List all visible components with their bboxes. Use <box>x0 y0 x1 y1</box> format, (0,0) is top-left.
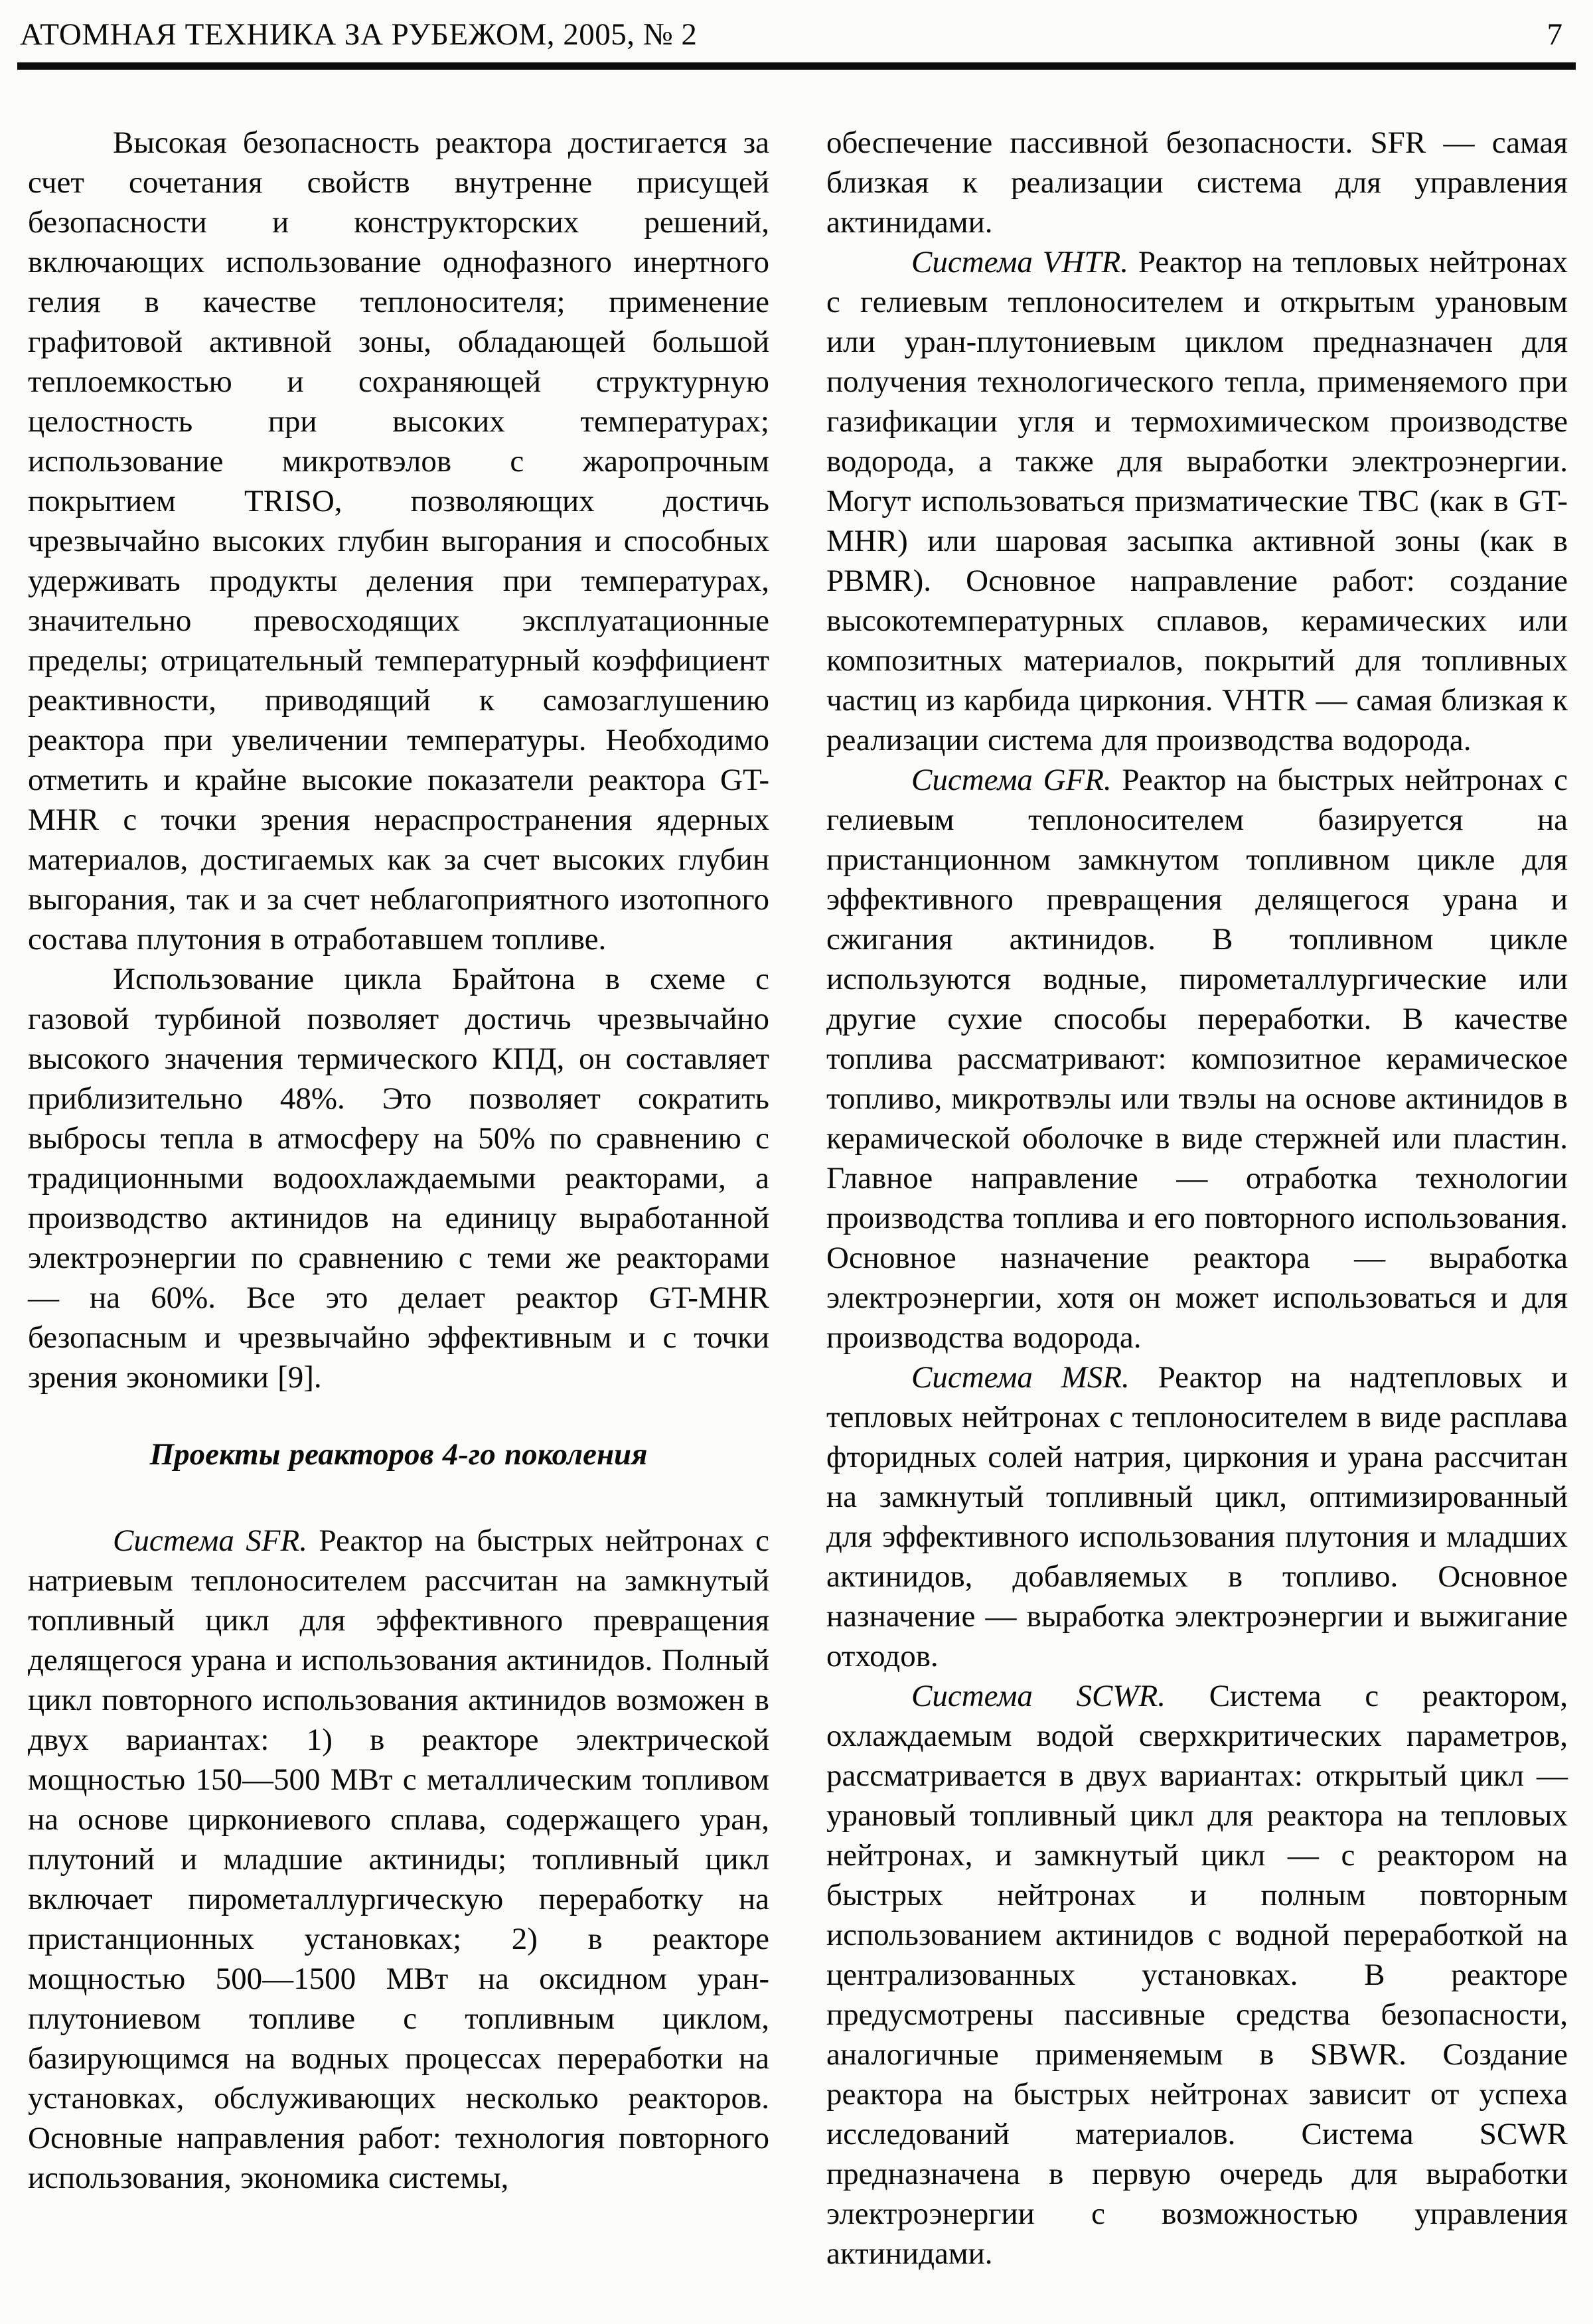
section-heading-gen4-projects: Проекты реакторов 4-го поколения <box>149 1437 648 1472</box>
para-scwr-system <box>826 1676 1568 2274</box>
para-gfr-body: Реактор на быстрых нейтронах с гелиевым теплоносителем базируется на пристанционном замкнутом топливном цикле для эффективного превращения делящегося урана и сжигания актинидов. В топливном цикле используются водные, пирометаллургические или другие сухие способы переработки. В качестве топлива рассматривают: композитное керамическое топливо, микротвэлы или твэлы на основе актинидов в керамической оболочке в виде стержней или пластин. Главное направление — отработка технологии производства топлива и его повторного использования. Основное назначение реактора — выработка электроэнергии, хотя он может использоваться и для производства водорода. <box>826 763 1568 1355</box>
para-vhtr-system <box>826 242 1568 760</box>
para-vhtr-body: Реактор на тепловых нейтронах с гелиевым теплоносителем и открытым урановым или уран-плутониевым циклом предназначен для получения технологического тепла, применяемого при газификации угля и термохимическом производстве водорода, а также для выработки электроэнергии. Могут использоваться призматические ТВС (как в GT-MHR) или шаровая засыпка активной зоны (как в PBMR). Основное направление работ: создание высокотемпературных сплавов, керамических или композитных материалов, покрытий для топливных частиц из карбида циркония. VHTR — самая близкая к реализации система для производства водорода. <box>826 245 1568 757</box>
para-msr-body: Реактор на надтепловых и тепловых нейтронах с теплоносителем в виде расплава фторидных солей натрия, циркония и урана рассчитан на замкнутый топливный цикл, оптимизированный для эффективного использования плутония и младших актинидов, добавляемых в топливо. Основное назначение — выработка электроэнергии и выжигание отходов. <box>826 1360 1568 1673</box>
para-sfr-body: Реактор на быстрых нейтронах с натриевым теплоносителем рассчитан на замкнутый топливный цикл для эффективного превращения делящегося урана и использования актинидов. Полный цикл повторного использования актинидов возможен в двух вариантах: 1) в реакторе электрической мощностью 150—500 МВт с металлическим топливом на основе циркониевого сплава, содержащего уран, плутоний и младшие актиниды; топливный цикл включает пирометаллургическую переработку на пристанционных установках; 2) в реакторе мощностью 500—1500 МВт на оксидном уран-плутониевом топливе с топливным циклом, базирующимся на водных процессах переработки на установках, обслуживающих несколько реакторов. Основные направления работ: технология повторного использования, экономика системы, <box>28 1523 769 2195</box>
para-msr-system <box>826 1357 1568 1676</box>
para-sfr-system <box>28 1521 769 2198</box>
para-scwr-body: Система с реактором, охлаждаемым водой сверхкритических параметров, рассматривается в двух вариантах: открытый цикл — урановый топливный цикл для реактора на тепловых нейтронах, и замкнутый цикл — с реактором на быстрых нейтронах и полным повторным использованием актинидов с водной переработкой на централизованных установках. В реакторе предусмотрены пассивные средства безопасности, аналогичные применяемым в SBWR. Создание реактора на быстрых нейтронах зависит от успеха исследований материалов. Система SCWR предназначена в первую очередь для выработки электроэнергии с возможностью управления актинидами. <box>826 1679 1568 2271</box>
para-sfr-continuation: обеспечение пассивной безопасности. SFR — самая близкая к реализации система для управления актинидами. <box>826 125 1568 240</box>
system-name-gfr: Система GFR. <box>911 763 1112 797</box>
two-column-text-body <box>0 70 1593 2274</box>
system-name-scwr: Система SCWR. <box>911 1679 1166 1713</box>
para-brayton-cycle: Использование цикла Брайтона в схеме с газовой турбиной позволяет достичь чрезвычайно высокого значения термического КПД, он составляет приблизительно 48%. Это позволяет сократить выбросы тепла в атмосферу на 50% по сравнению с традиционными водоохлаждаемыми реакторами, а производство актинидов на единицу выработанной электроэнергии по сравнению с теми же реакторами — на 60%. Все это делает реактор GT-MHR безопасным и чрезвычайно эффективным и с точки зрения экономики [9]. <box>28 962 769 1395</box>
system-name-msr: Система MSR. <box>911 1360 1130 1395</box>
left-column <box>28 123 769 2274</box>
para-reactor-safety: Высокая безопасность реактора достигается за счет сочетания свойств внутренне присущей безопасности и конструкторских решений, включающих использование однофазного инертного гелия в качестве теплоносителя; применение графитовой активной зоны, обладающей большой теплоемкостью и сохраняющей структурную целостность при высоких температурах; использование микротвэлов с жаропрочным покрытием TRISO, позволяющих достичь чрезвычайно высоких глубин выгорания и способных удерживать продукты деления при температурах, значительно превосходящих эксплуатационные пределы; отрицательный температурный коэффициент реактивности, приводящий к самозаглушению реактора при увеличении температуры. Необходимо отметить и крайне высокие показатели реактора GT-MHR с точки зрения нераспространения ядерных материалов, достигаемых как за счет высоких глубин выгорания, так и за счет неблагоприятного изотопного состава плутония в отработавшем топливе. <box>28 125 769 957</box>
header-rule <box>17 62 1576 70</box>
system-name-sfr: Система SFR. <box>113 1523 307 1558</box>
right-column <box>826 123 1568 2274</box>
page-number: 7 <box>1547 17 1562 52</box>
journal-title: АТОМНАЯ ТЕХНИКА ЗА РУБЕЖОМ, 2005, № 2 <box>20 17 698 52</box>
para-gfr-system <box>826 760 1568 1357</box>
system-name-vhtr: Система VHTR. <box>911 245 1128 279</box>
running-header <box>0 0 1593 52</box>
